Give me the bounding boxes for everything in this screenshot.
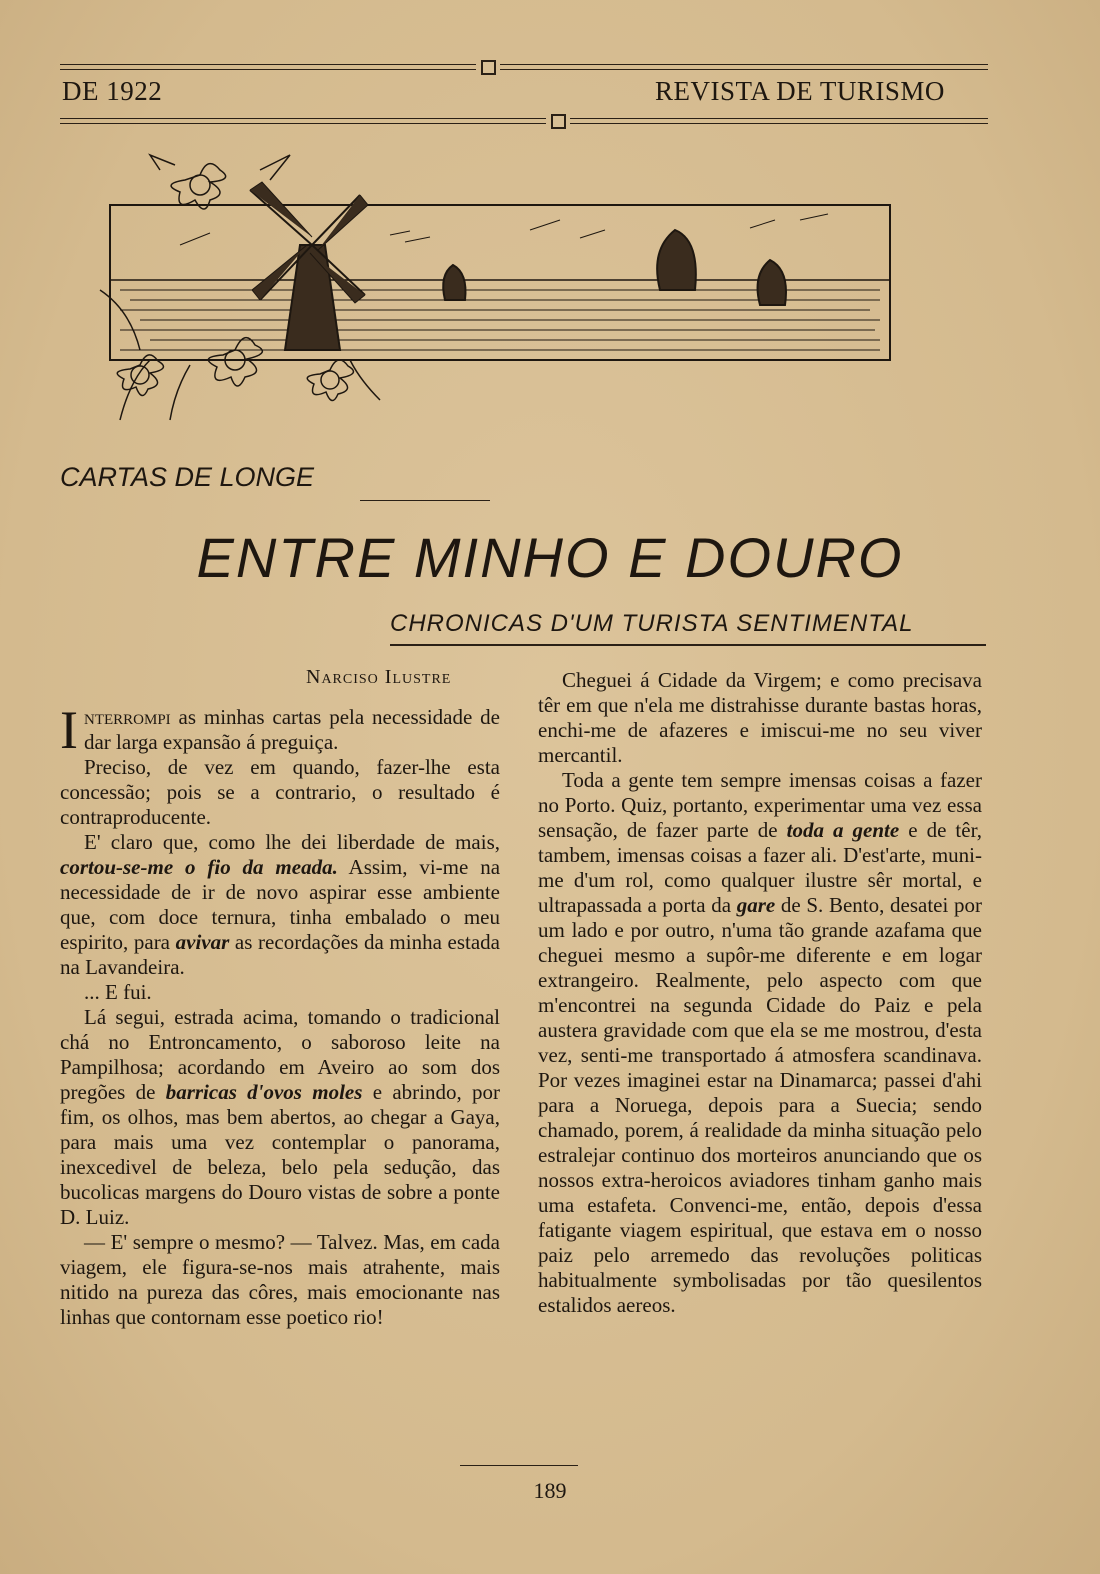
left-p5-emphasis: barricas d'ovos moles bbox=[165, 1080, 363, 1104]
header-rule-bottom-right-2 bbox=[570, 123, 988, 124]
left-p3-emphasis-1: cortou-se-me o fio da meada. bbox=[60, 855, 338, 879]
article-title: ENTRE MINHO E DOURO bbox=[196, 526, 904, 589]
header-rule-top-left bbox=[60, 64, 476, 65]
right-p2-b: e de têr, tambem, imensas coisas a fazer ali. D'est'arte, muni-me d'um rol, como qualquer ilustre sêr mortal, e ultrapassada a porta da bbox=[538, 818, 982, 917]
header-rule-top-right-2 bbox=[500, 69, 988, 70]
section-underline bbox=[360, 500, 490, 501]
left-paragraph-6: — E' sempre o mesmo? — Talvez. Mas, em cada viagem, ele figura-se-nos mais atrahente, mais nitido na pureza das côres, mais emocionante nas linhas que contornam esse poetico rio! bbox=[60, 1230, 500, 1329]
left-p1-smallcaps: nterrompi bbox=[83, 705, 171, 729]
header-rule-bottom-left-2 bbox=[60, 123, 546, 124]
left-p3-a: E' claro que, como lhe dei liberdade de mais, bbox=[84, 830, 500, 854]
left-p3-emphasis-2: avivar bbox=[175, 930, 230, 954]
left-p5-a: Lá segui, estrada acima, tomando o tradicional chá no Entroncamento, o saboroso leite na Pampilhosa; acordando em Aveiro ao som dos pregões de bbox=[60, 1005, 500, 1104]
right-p2-emphasis-2: gare bbox=[736, 893, 776, 917]
author-name: Narciso Ilustre bbox=[306, 666, 452, 688]
left-p3-c: as recordações da minha estada na Lavandeira. bbox=[60, 930, 500, 979]
right-paragraph-1: Cheguei á Cidade da Virgem; e como precisava têr em que n'ela me distrahisse durante bastas horas, enchi-me de afazeres e imiscui-me no seu viver mercantil. bbox=[538, 668, 982, 767]
page-number: 189 bbox=[533, 1478, 567, 1503]
right-column bbox=[538, 668, 982, 1318]
header-rule-top-left-2 bbox=[60, 69, 476, 70]
left-p3-b: Assim, vi-me na necessidade de ir de novo aspirar esse ambiente que, com doce ternura, tinha embalado o meu espirito, para bbox=[60, 855, 501, 954]
right-p2-emphasis-1: toda a gente bbox=[786, 818, 900, 842]
article-subtitle: CHRONICAS D'UM TURISTA SENTIMENTAL bbox=[390, 610, 914, 637]
left-paragraph-5 bbox=[60, 1005, 500, 1230]
article-author bbox=[306, 666, 451, 689]
header-rule-top-right bbox=[500, 64, 988, 65]
left-paragraph-2: Preciso, de vez em quando, fazer-lhe esta concessão; pois se a contrario, o resultado é contraproducente. bbox=[60, 755, 500, 829]
header-ornament-bottom bbox=[551, 114, 566, 129]
left-p5-b: e abrindo, por fim, os olhos, mas bem abertos, ao chegar a Gaya, para mais uma vez contemplar o panorama, inexcedivel de beleza, belo pela sedução, das bucolicas margens do Douro vistas de sobre a ponte D. Luiz. bbox=[60, 1080, 500, 1229]
drop-cap: I bbox=[60, 700, 78, 760]
left-column bbox=[60, 700, 501, 1330]
windmill-landscape-illustration bbox=[60, 150, 900, 430]
right-paragraph-2 bbox=[538, 768, 982, 1318]
header-left: DE 1922 bbox=[62, 76, 163, 106]
header-right: REVISTA DE TURISMO bbox=[655, 76, 945, 106]
left-paragraph-4: ... E fui. bbox=[84, 980, 152, 1004]
footer-rule bbox=[460, 1465, 578, 1466]
left-paragraph-1 bbox=[60, 700, 500, 760]
left-p1-text: as minhas cartas pela necessidade de dar larga expansão á preguiça. bbox=[83, 705, 500, 754]
header-rule-bottom-left bbox=[60, 118, 546, 119]
right-p2-c: de S. Bento, desatei por um lado e por outro, n'uma tão grande azafama que cheguei mesmo a supôr-me diferente e em logar extrangeiro. Realmente, pelo aspecto com que m'encontrei na segunda Cidade do Paiz e pela austera gravidade com que ela se me mostrou, d'esta vez, senti-me transportado á atmosfera scandinava. Por vezes imaginei estar na Dinamarca; passei d'ahi para a Noruega, depois para a Suecia; sendo chamado, porem, á realidade da minha situação pelo estralejar continuo dos morteiros anunciando que os nossos extra-heroicos aviadores tinham ganho mais uma estafeta. Convenci-me, então, depois d'essa fatigante viagem espiritual, que estava em o nosso paiz pelo arremedo das revoluções politicas habitualmente symbolisadas por tão quesilentos estalidos aereos. bbox=[538, 893, 982, 1317]
header-ornament-top bbox=[481, 60, 496, 75]
left-paragraph-3 bbox=[60, 830, 500, 980]
header-rule-bottom-right bbox=[570, 118, 988, 119]
section-title: CARTAS DE LONGE bbox=[60, 462, 315, 492]
subtitle-underline bbox=[390, 644, 986, 646]
right-p2-a: Toda a gente tem sempre imensas coisas a fazer no Porto. Quiz, portanto, experimentar uma vez essa sensação, de fazer parte de bbox=[538, 768, 982, 842]
